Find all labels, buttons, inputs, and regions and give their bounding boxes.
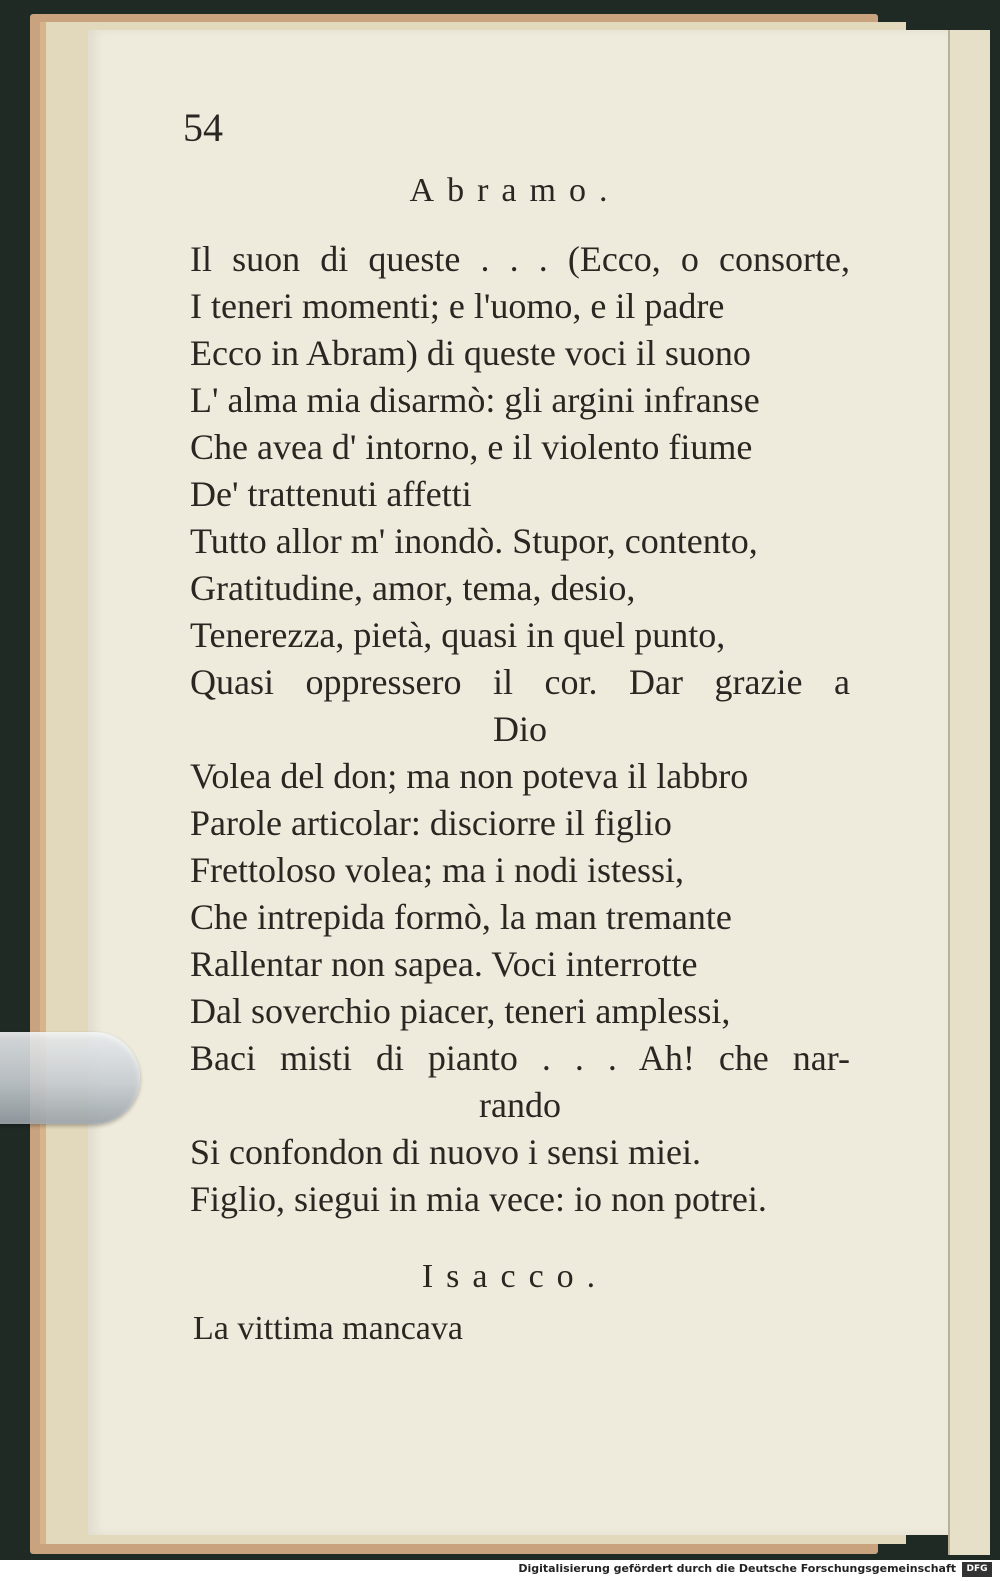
verse-line: L' alma mia disarmò: gli argini infranse: [190, 380, 760, 420]
verse-line: Rallentar non sapea. Voci interrotte: [190, 944, 698, 984]
verse-line: Si confondon di nuovo i sensi miei.: [190, 1132, 701, 1172]
verse-line: Figlio, siegui in mia vece: io non potrei.: [190, 1179, 767, 1219]
facing-page-edge: [948, 30, 990, 1555]
verse-line: Che intrepida formò, la man tremante: [190, 897, 732, 937]
verse-line: Frettoloso volea; ma i nodi istessi,: [190, 850, 684, 890]
verse-line: Volea del don; ma non poteva il labbro: [190, 756, 749, 796]
verse-block: [190, 236, 850, 1223]
verse-line: Ecco in Abram) di queste voci il suono: [190, 333, 751, 373]
verse-line: La vittima mancava: [193, 1310, 463, 1347]
verse-line: Tenerezza, pietà, quasi in quel punto,: [190, 615, 726, 655]
page-number: 54: [183, 105, 223, 150]
verse-line: Gratitudine, amor, tema, desio,: [190, 568, 636, 608]
verse-line: Parole articolar: disciorre il figlio: [190, 803, 672, 843]
verse-line: I teneri momenti; e l'uomo, e il padre: [190, 286, 725, 326]
verse-line: Dal soverchio piacer, teneri amplessi,: [190, 991, 731, 1031]
verse-line: Che avea d' intorno, e il violento fiume: [190, 427, 753, 467]
verse-line: Il suon di queste . . . (Ecco, o consorte,: [190, 239, 850, 279]
verse-line-continuation: Dio: [493, 709, 547, 749]
verse-line: Quasi oppressero il cor. Dar grazie a: [190, 662, 850, 702]
verse-line: De' trattenuti affetti: [190, 474, 472, 514]
dfg-logo-icon: DFG: [962, 1562, 992, 1577]
digitization-credit: Digitalisierung gefördert durch die Deutsche Forschungsgemeinschaft: [518, 1562, 956, 1575]
glass-bookmark-clip: [0, 1032, 140, 1124]
speaker-heading-abramo: Abramo.: [409, 172, 621, 209]
verse-line-continuation: rando: [479, 1085, 561, 1125]
verse-line: Baci misti di pianto . . . Ah! che nar-: [190, 1038, 850, 1078]
verse-line: Tutto allor m' inondò. Stupor, contento,: [190, 521, 758, 561]
speaker-heading-isacco: Isacco.: [421, 1258, 609, 1295]
